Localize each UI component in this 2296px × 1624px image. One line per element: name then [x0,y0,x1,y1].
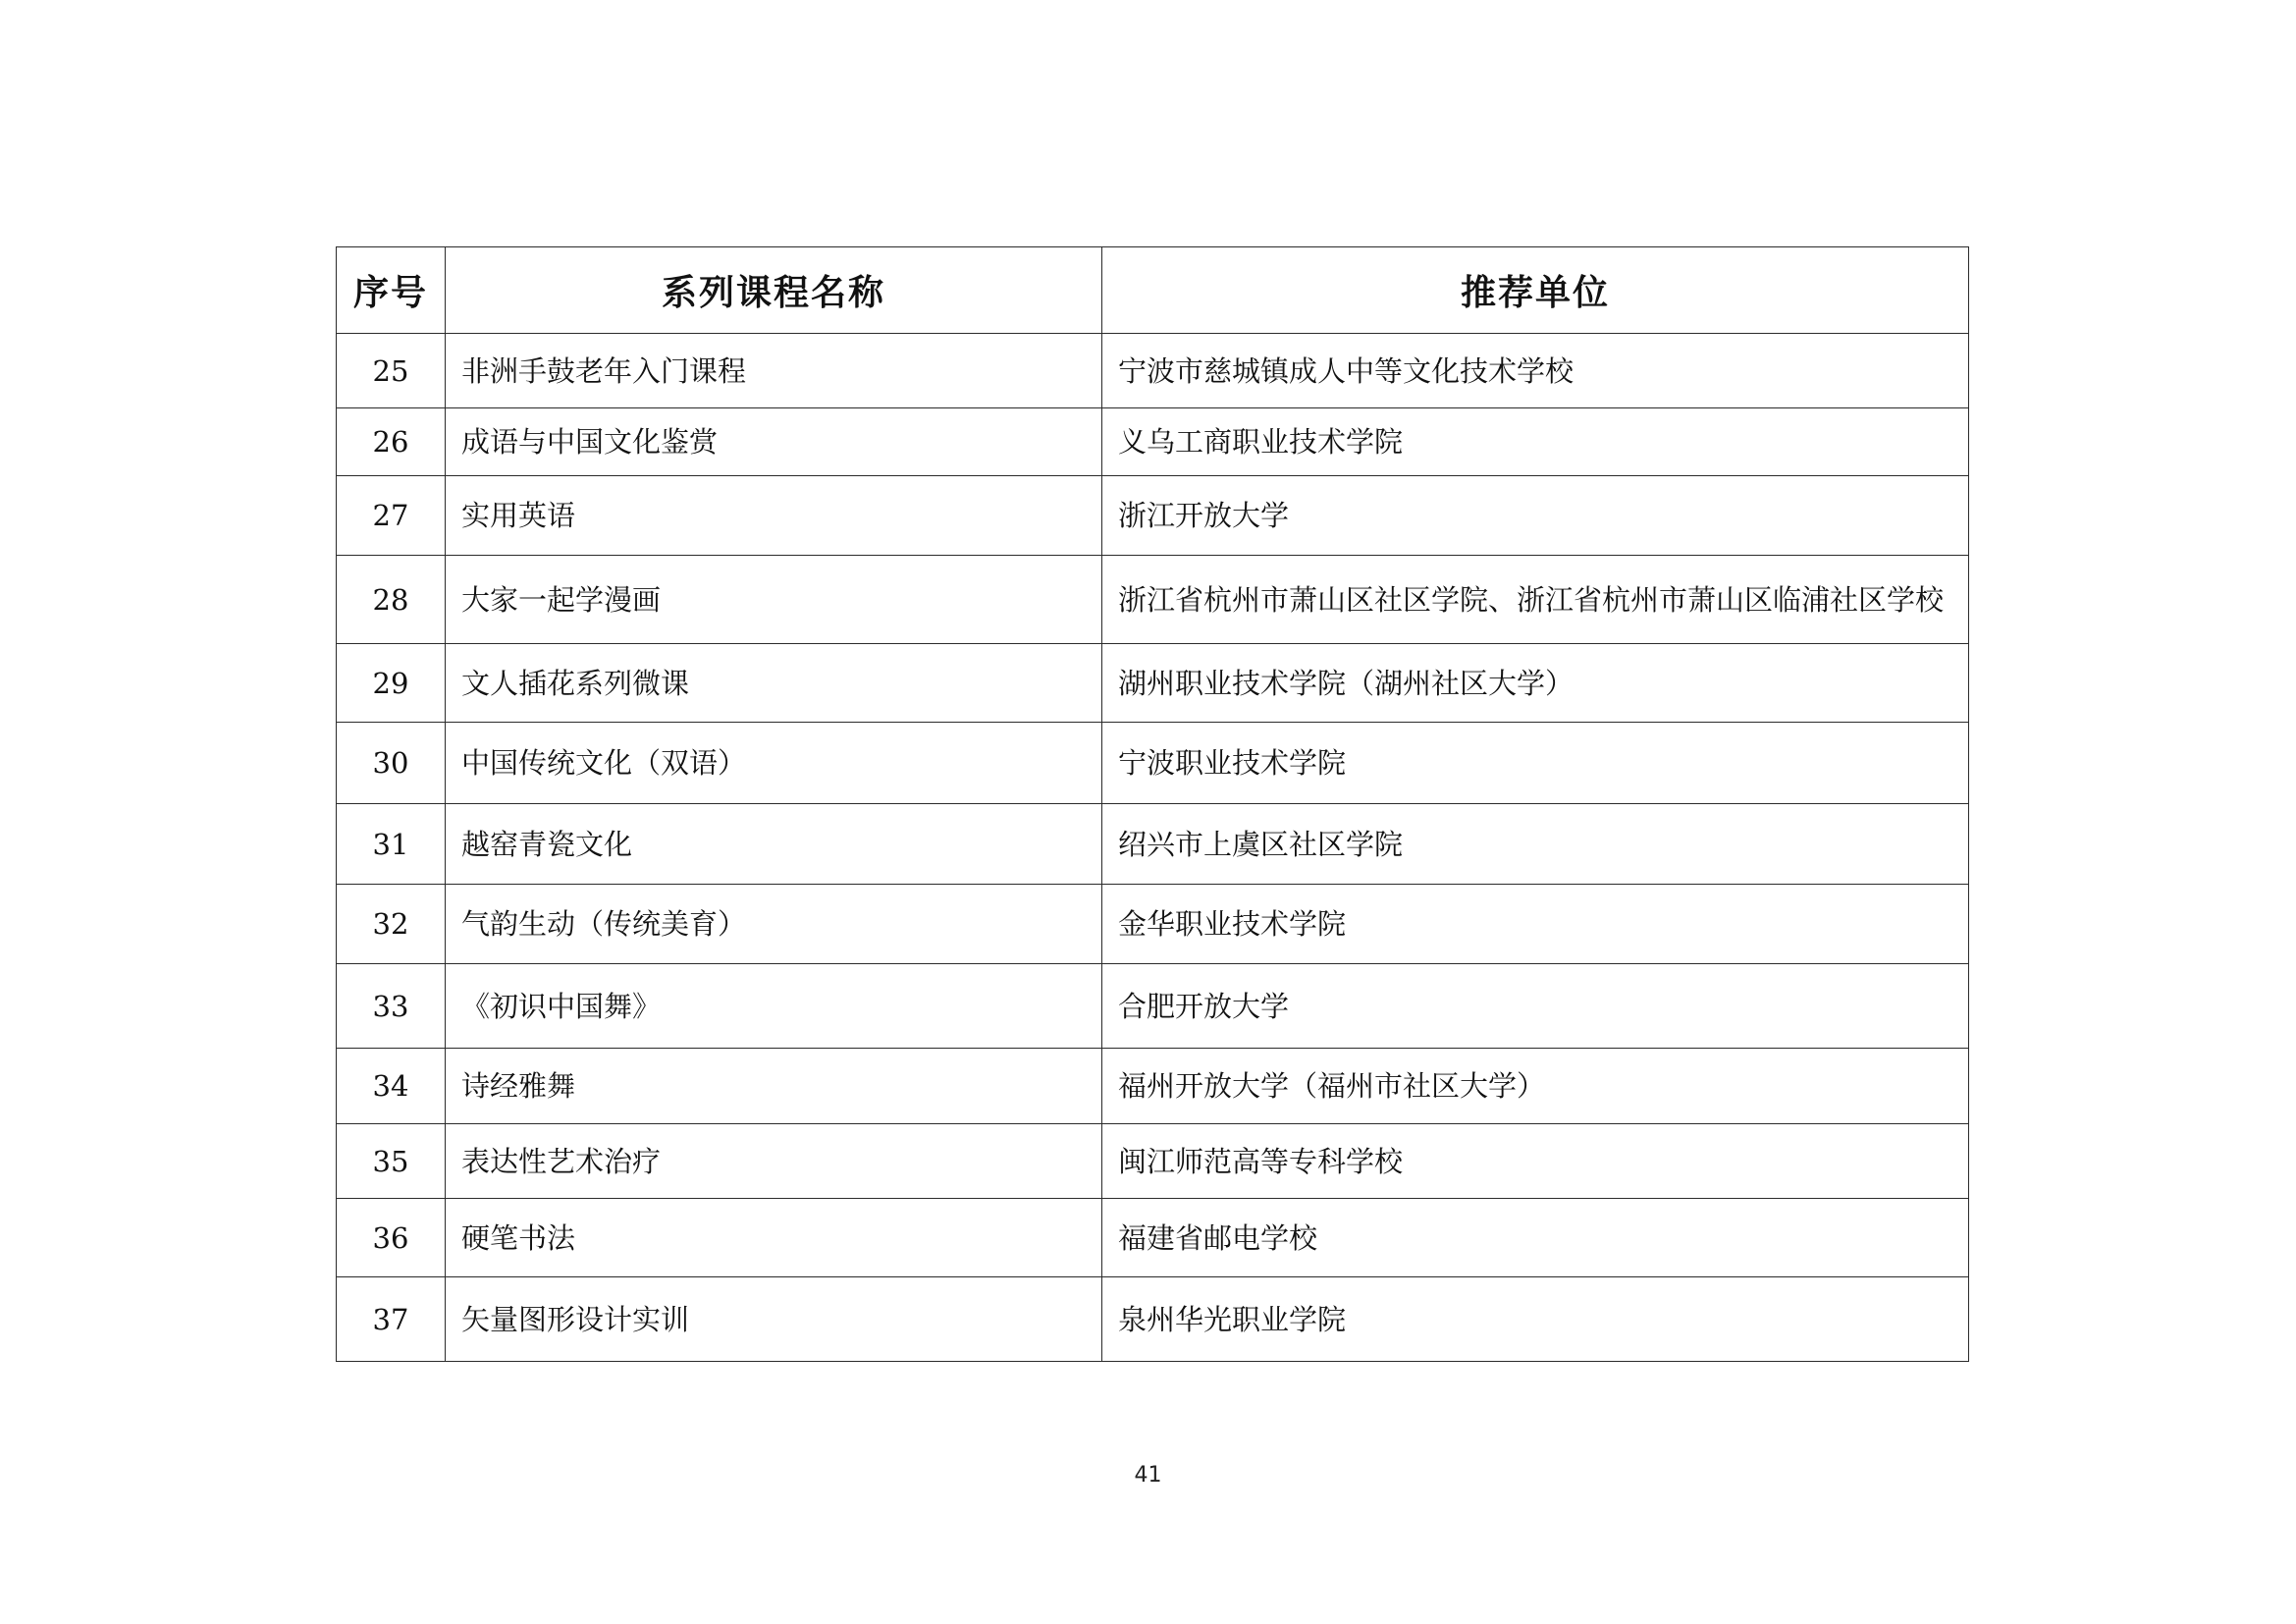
row-number: 33 [337,964,446,1049]
row-unit: 绍兴市上虞区社区学院 [1102,804,1969,885]
table-row [337,804,1969,885]
row-number: 25 [337,334,446,408]
row-course: 中国传统文化（双语） [446,723,1102,804]
row-number: 34 [337,1049,446,1124]
course-table [336,246,1969,1362]
row-course: 大家一起学漫画 [446,556,1102,644]
row-unit: 浙江省杭州市萧山区社区学院、浙江省杭州市萧山区临浦社区学校 [1102,556,1969,644]
row-number: 30 [337,723,446,804]
table-row [337,964,1969,1049]
row-course: 实用英语 [446,476,1102,556]
row-unit: 义乌工商职业技术学院 [1102,408,1969,476]
row-number: 37 [337,1277,446,1362]
table-header-row [337,247,1969,334]
table-row [337,408,1969,476]
page-number: 41 [1134,1463,1162,1488]
row-number: 32 [337,885,446,964]
row-unit: 浙江开放大学 [1102,476,1969,556]
row-course: 气韵生动（传统美育） [446,885,1102,964]
row-number: 31 [337,804,446,885]
header-number: 序号 [337,247,446,334]
table-row [337,723,1969,804]
row-number: 28 [337,556,446,644]
row-unit: 合肥开放大学 [1102,964,1969,1049]
row-number: 27 [337,476,446,556]
row-course: 诗经雅舞 [446,1049,1102,1124]
table-row [337,885,1969,964]
row-unit: 福州开放大学（福州市社区大学） [1102,1049,1969,1124]
table-row [337,1049,1969,1124]
header-unit: 推荐单位 [1102,247,1969,334]
row-unit: 宁波职业技术学院 [1102,723,1969,804]
table-row [337,644,1969,723]
row-course: 表达性艺术治疗 [446,1124,1102,1199]
table-row [337,334,1969,408]
table-row [337,1277,1969,1362]
table-row [337,556,1969,644]
row-number: 26 [337,408,446,476]
header-course: 系列课程名称 [446,247,1102,334]
row-unit: 金华职业技术学院 [1102,885,1969,964]
row-number: 36 [337,1199,446,1277]
row-number: 35 [337,1124,446,1199]
row-course: 成语与中国文化鉴赏 [446,408,1102,476]
table-row [337,476,1969,556]
row-unit: 福建省邮电学校 [1102,1199,1969,1277]
row-unit: 闽江师范高等专科学校 [1102,1124,1969,1199]
table-row [337,1124,1969,1199]
row-unit: 湖州职业技术学院（湖州社区大学） [1102,644,1969,723]
row-course: 硬笔书法 [446,1199,1102,1277]
row-unit: 泉州华光职业学院 [1102,1277,1969,1362]
row-course: 文人插花系列微课 [446,644,1102,723]
row-number: 29 [337,644,446,723]
row-unit: 宁波市慈城镇成人中等文化技术学校 [1102,334,1969,408]
row-course: 矢量图形设计实训 [446,1277,1102,1362]
row-course: 《初识中国舞》 [446,964,1102,1049]
row-course: 越窑青瓷文化 [446,804,1102,885]
row-course: 非洲手鼓老年入门课程 [446,334,1102,408]
table-row [337,1199,1969,1277]
